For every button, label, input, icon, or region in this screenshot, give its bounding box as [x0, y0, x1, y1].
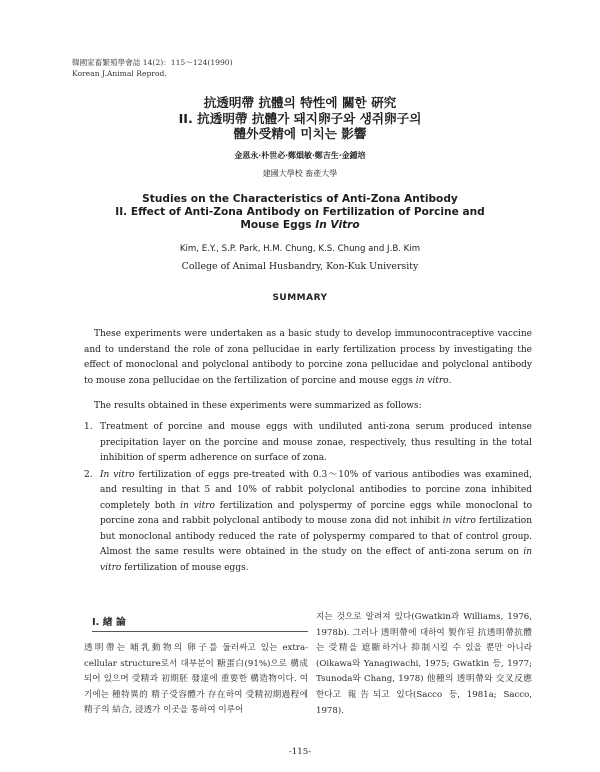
english-title-line2: II. Effect of Anti-Zona Antibody on Fertilization of Porcine and [115, 205, 485, 218]
journal-name: Korean J.Animal Reprod. [72, 69, 167, 78]
korean-title [0, 95, 600, 142]
korean-affiliation: 建國大學校 畜產大學 [262, 169, 338, 178]
english-authors: Kim, E.Y., S.P. Park, H.M. Chung, K.S. Chung and J.B. Kim [179, 244, 421, 254]
result-item-1: 1. Treatment of porcine and mouse eggs with undiluted anti-zona serum produced intense precipitation layer on the porcine and mouse zonae, respectively, thus resulting in the total inhibition of sperm adherence on surface of zona. [84, 422, 532, 463]
section-heading-introduction: I. 緖 論 [92, 617, 126, 628]
english-title [0, 193, 600, 231]
journal-header [72, 57, 233, 79]
result-item-2: 2. In vitro fertilization of eggs pre-treated with 0.3～10% of various antibodies was examined, and resulting in that 5 and 10% of rabbit polyclonal antibodies to porcine zona inhibited completely both in vitro fertilization and polyspermy of porcine eggs while monoclonal to porcine zona and rabbit polyclonal antibody to mouse zona did not inhibit in vitro fertilization but monoclonal antibody reduced the rate of polyspermy compared to that of control group. Almost the same results were obtained in the study on the effect of anti-zona serum on in vitro fertilization of mouse eggs. [84, 469, 533, 573]
korean-title-line3: 體外受精에 미치는 影響 [233, 126, 367, 141]
section-heading-rule [92, 631, 308, 632]
summary-paragraph-2: The results obtained in these experiments were summarized as follows: [94, 401, 422, 411]
intro-right-column: 지는 것으로 알려져 있다(Gwatkin과 Williams, 1976, 1978b). 그러나 透明帶에 대하여 製作된 抗透明帶抗體는 受精을 遮斷하거나 抑制시킬 수 있을 뿐만 아니라(Oikawa와 Yanagiwachi, 1975; Gwatkin 등, 1977; Tsunoda와 Chang, 1978) 他種의 透明帶와 交叉反應한다고 報告되고 있다(Sacco 등, 1981a; Sacco, 1978). [316, 612, 532, 716]
summary-paragraph-1: These experiments were undertaken as a basic study to develop immunocontraceptive vaccine and to understand the role of zona pellucidae in early fertilization process by investigating the effect of monoclonal and polyclonal antibody to porcine zona pellucidae and polyclonal antibody to mouse zona pellucidae on the fertilization of porcine and mouse eggs in vitro. [84, 329, 532, 386]
page-number: -115- [288, 747, 312, 757]
intro-left-column: 透明帶는 哺乳動物의 卵子를 둘러싸고 있는 extra-cellular structure로서 대부분이 糖蛋白(91%)으로 構成되어 있으며 受精과 初期胚 發達에 重要한 構造物이다. 여기에는 種特異的 精子受容體가 存在하여 受精初期過程에 精子의 結合, 浸透가 이곳을 통하여 이루어 [84, 643, 308, 716]
english-title-line1: Studies on the Characteristics of Anti-Zona Antibody [142, 193, 458, 205]
korean-title-line1: 抗透明帶 抗體의 特性에 關한 硏究 [203, 95, 397, 110]
english-title-line3: Mouse Eggs In Vitro [240, 218, 360, 231]
summary-heading: SUMMARY [272, 293, 328, 303]
english-title-italic: In Vitro [315, 218, 360, 231]
korean-authors: 金恩永·朴世必·鄭熉敏·鄭吉生·金鍾培 [234, 150, 366, 160]
journal-citation: 韓國家畜繁殖學會誌 14(2)：115～124(1990) [72, 58, 233, 67]
english-affiliation: College of Animal Husbandry, Kon-Kuk University [181, 261, 419, 272]
korean-title-line2: II. 抗透明帶 抗體가 돼지卵子와 생쥐卵子의 [178, 110, 422, 126]
summary-results-list [84, 420, 532, 577]
